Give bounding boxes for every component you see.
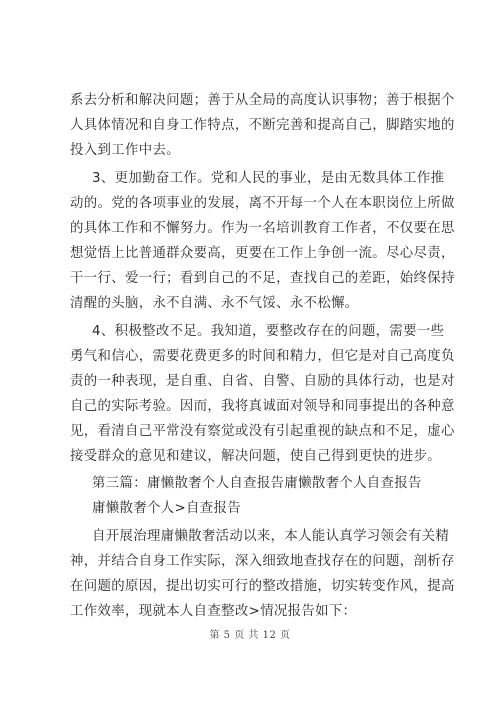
text-line: 投入到工作中去。 (70, 143, 180, 158)
text-line: 工作效率，现就本人自查整改>情况报告如下： (70, 604, 357, 619)
paragraph-3-start: 3、更加勤奋工作。党和人民的事业，是由无数具体工作推 (92, 171, 445, 186)
text-line: 动的。党的各项事业的发展，离不开每一个人在本职岗位上所做 (70, 196, 455, 211)
text-line: 的具体工作和不懈努力。作为一名培训教育工作者，不仅要在思 (70, 221, 455, 236)
text-line: 责的一种表现，是自重、自省、自警、自励的具体行动，也是对 (70, 374, 455, 389)
text-line: 清醒的头脑，永不自满、永不气馁、永不松懈。 (70, 296, 359, 311)
text-line: 人具体情况和自身工作特点，不断完善和提高自己，脚踏实地的 (70, 118, 455, 133)
text-line: 神，并结合自身工作实际，深入细致地查找存在的问题，剖析存 (70, 554, 455, 569)
report-subtitle: 庸懒散奢个人>自查报告 (92, 501, 241, 516)
text-line: 见，看清自己平常没有察觉或没有引起重视的缺点和不足，虚心 (70, 424, 455, 439)
paragraph-start: 自开展治理庸懒散奢活动以来，本人能认真学习领会有关精 (92, 529, 450, 544)
text-line: 系去分析和解决问题；善于从全局的高度认识事物；善于根据个 (70, 93, 455, 108)
text-line: 自己的实际考验。因而，我将真诚面对领导和同事提出的各种意 (70, 399, 455, 414)
text-line: 干一行、爱一行；看到自己的不足，查找自己的差距，始终保持 (70, 271, 455, 286)
section-heading: 第三篇：庸懒散奢个人自查报告庸懒散奢个人自查报告 (92, 476, 422, 491)
page-number-footer: 第 5 页 共 12 页 (209, 630, 291, 641)
paragraph-4-start: 4、积极整改不足。我知道，要整改存在的问题，需要一些 (92, 324, 445, 339)
text-line: 在问题的原因，提出切实可行的整改措施，切实转变作风，提高 (70, 579, 455, 594)
text-line: 想觉悟上比普通群众要高，更要在工作上争创一流。尽心尽责， (70, 246, 455, 261)
text-line: 勇气和信心，需要花费更多的时间和精力，但它是对自己高度负 (70, 349, 455, 364)
text-line: 接受群众的意见和建议，解决问题，使自己得到更快的进步。 (70, 449, 441, 464)
